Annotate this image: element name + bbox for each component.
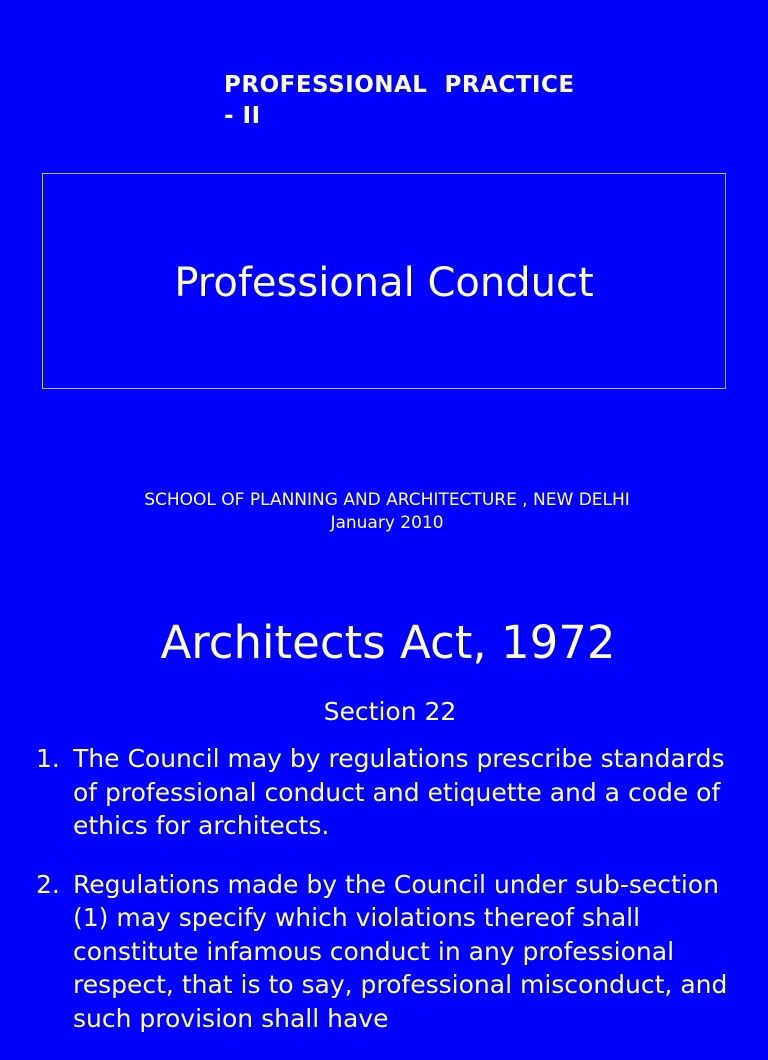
provision-number: 2.: [36, 869, 60, 899]
presentation-date: January 2010: [330, 513, 444, 533]
provision-number: 1.: [36, 744, 60, 773]
title-box: [42, 173, 726, 389]
course-title: PROFESSIONAL PRACTICE - II: [224, 72, 575, 129]
act-title: Architects Act, 1972: [160, 616, 616, 669]
provision-text: The Council may by regulations prescribe standards of professional conduct and etiquette and a code of ethics for architects.: [73, 744, 725, 840]
provisions-list: [36, 742, 748, 1060]
institution-name: SCHOOL OF PLANNING AND ARCHITECTURE , NEW DELHI: [144, 490, 630, 510]
provision-item: [36, 868, 748, 1036]
provision-item: [36, 742, 748, 843]
slide-architects-act: [0, 580, 768, 1033]
provision-text: Regulations made by the Council under sub-section (1) may specify which violations thereof shall constitute infamous conduct in any professional respect, that is to say, professional misconduct, and such provision shall have: [73, 869, 728, 1033]
slide-title: Professional Conduct: [174, 260, 594, 306]
section-label: Section 22: [323, 697, 457, 726]
institution-block: [0, 489, 768, 535]
